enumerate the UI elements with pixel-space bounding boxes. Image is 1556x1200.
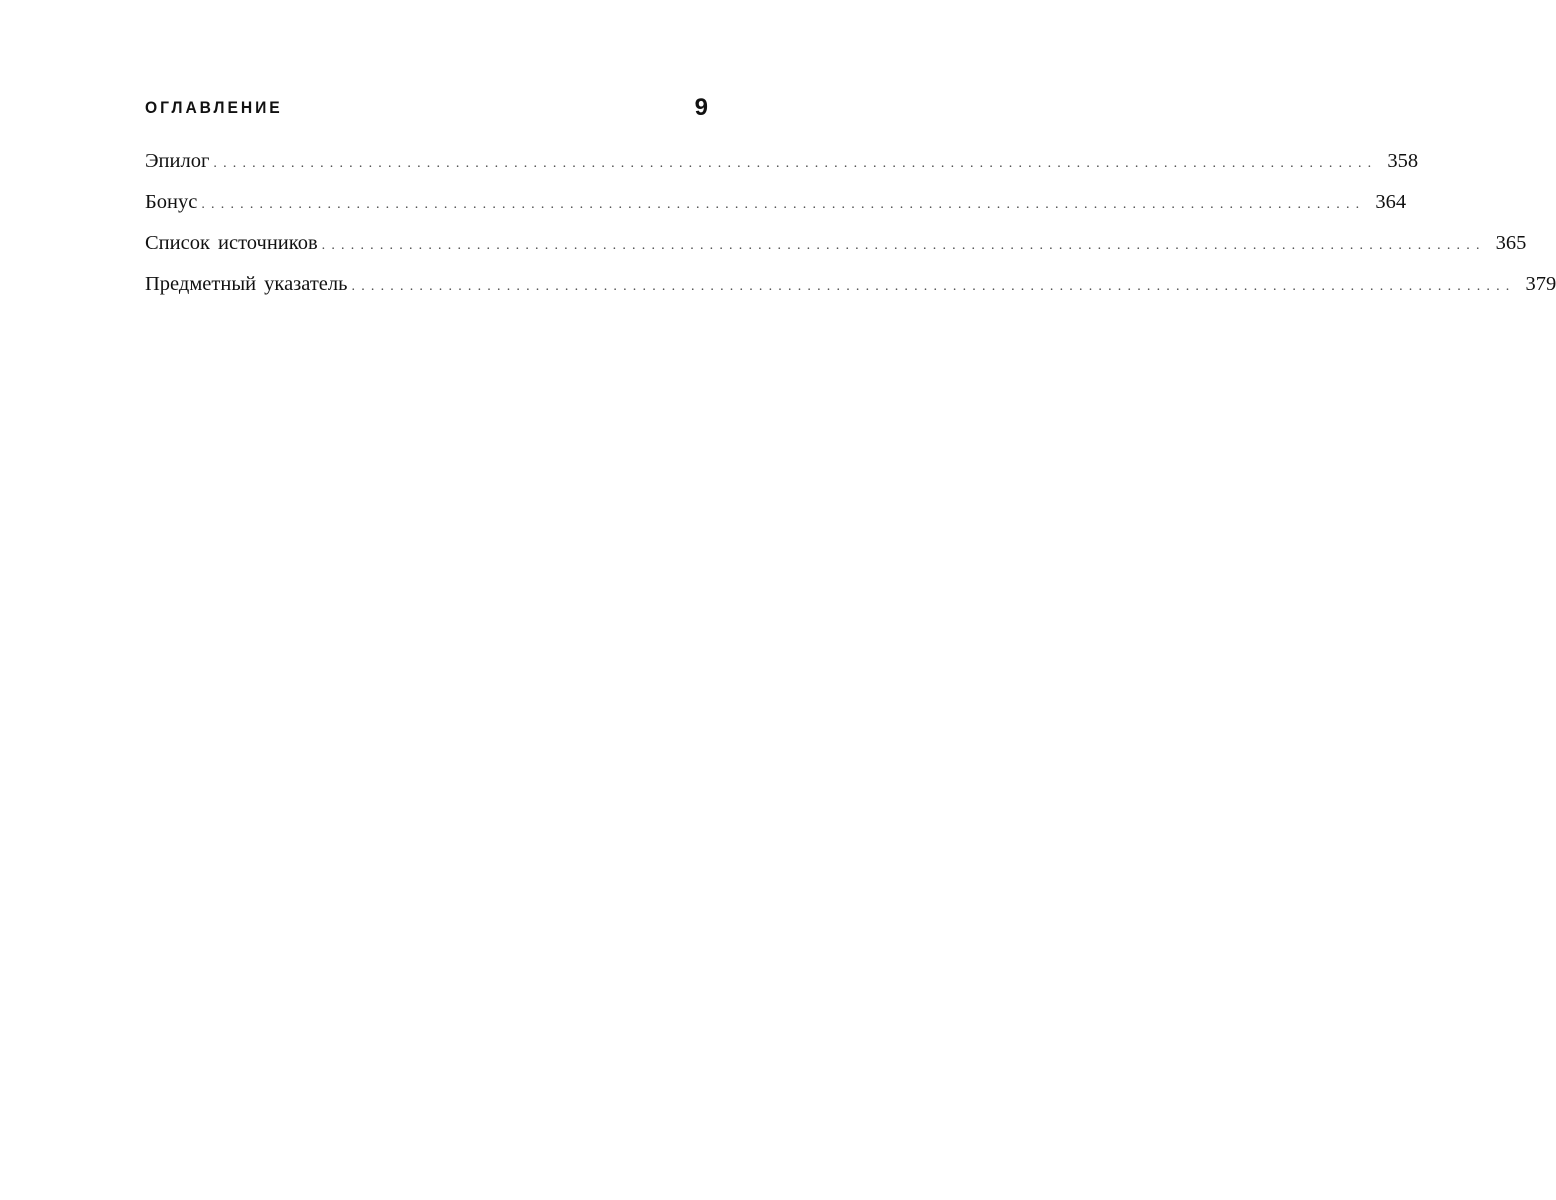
toc-entry-epilogue [145, 150, 1419, 191]
dot-leader: ........................................................................................................................ [351, 279, 1516, 294]
running-head [145, 92, 708, 124]
toc-entry-subject-index [145, 273, 1556, 314]
toc-entry-title: Список источников [145, 232, 318, 254]
toc-entry-sources [145, 232, 1527, 273]
section-title: ОГЛАВЛЕНИЕ [145, 98, 283, 117]
dot-leader: ........................................................................................................................ [201, 197, 1366, 212]
toc-entry-bonus [145, 191, 1407, 232]
toc-entry-page: 379 [1525, 273, 1556, 295]
toc-entry-page: 365 [1495, 232, 1527, 254]
toc-entry-page: 358 [1387, 150, 1419, 172]
page-number: 9 [694, 94, 708, 121]
table-of-contents [145, 150, 1556, 314]
toc-entry-title: Эпилог [145, 150, 210, 172]
toc-entry-title: Предметный указатель [145, 273, 348, 295]
dot-leader: ........................................................................................................................ [321, 238, 1486, 253]
dot-leader: ........................................................................................................................ [213, 156, 1378, 171]
toc-entry-title: Бонус [145, 191, 198, 213]
toc-entry-page: 364 [1375, 191, 1407, 213]
